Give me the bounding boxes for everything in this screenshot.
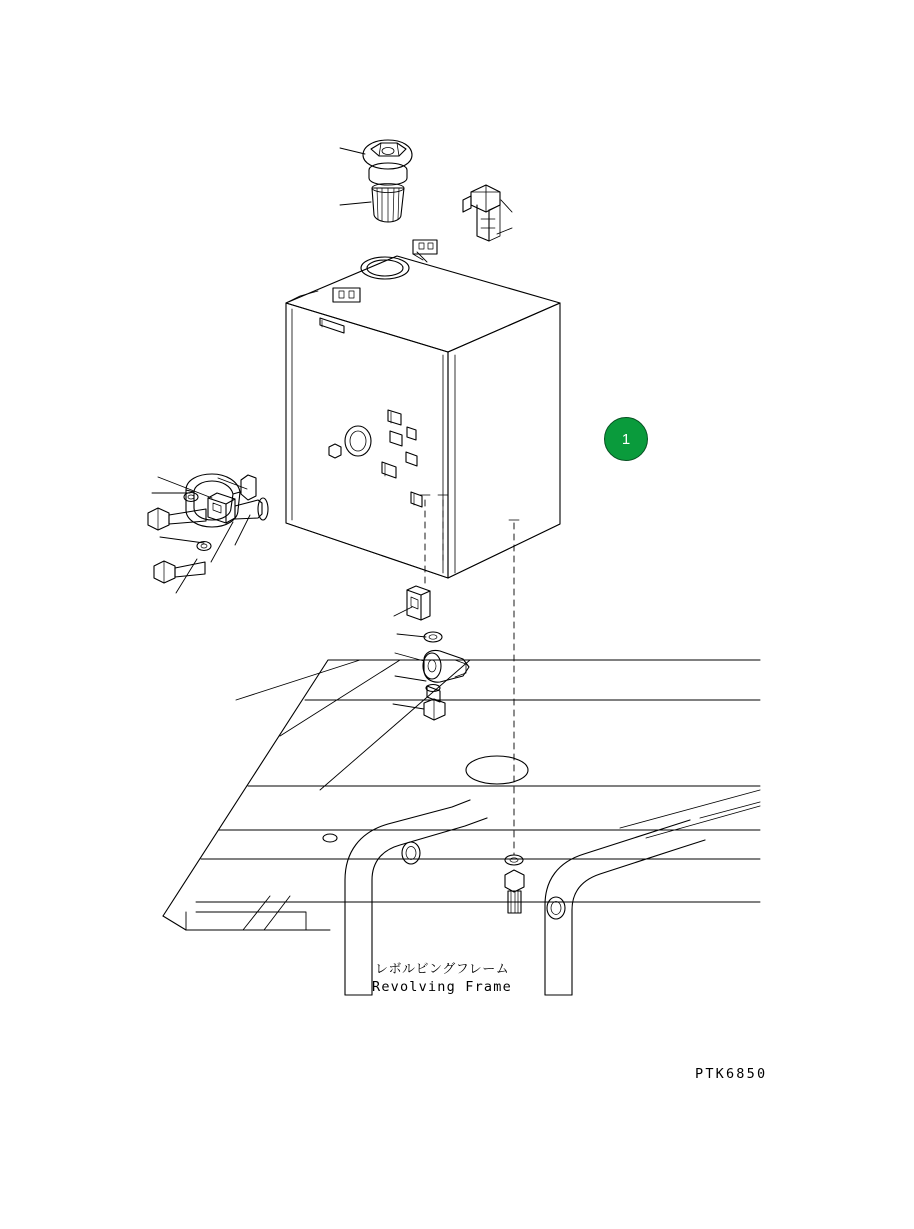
filler-cap-assembly — [363, 140, 412, 222]
tank-top-plate-fitting — [413, 240, 437, 260]
frame-label-en: Revolving Frame — [372, 979, 512, 995]
tank-side-bracket-tab — [320, 318, 344, 333]
mounting-bolt-frame — [505, 855, 524, 913]
hex-bolt-upper — [148, 508, 206, 530]
hose-clamp-assembly — [186, 474, 268, 527]
callout-1[interactable] — [604, 417, 648, 461]
drawing-code: PTK6850 — [695, 1066, 768, 1082]
tank-front-fittings — [329, 410, 422, 507]
hydraulic-tank-body — [286, 256, 560, 578]
hex-bolt-lower — [154, 561, 205, 583]
frame-label-jp: レボルビングフレーム — [375, 962, 510, 977]
callout-1-label: 1 — [621, 430, 631, 448]
revolving-frame — [163, 660, 760, 995]
tank-front-plate-upper — [333, 288, 360, 302]
tank-top-valve-bracket — [463, 185, 500, 241]
